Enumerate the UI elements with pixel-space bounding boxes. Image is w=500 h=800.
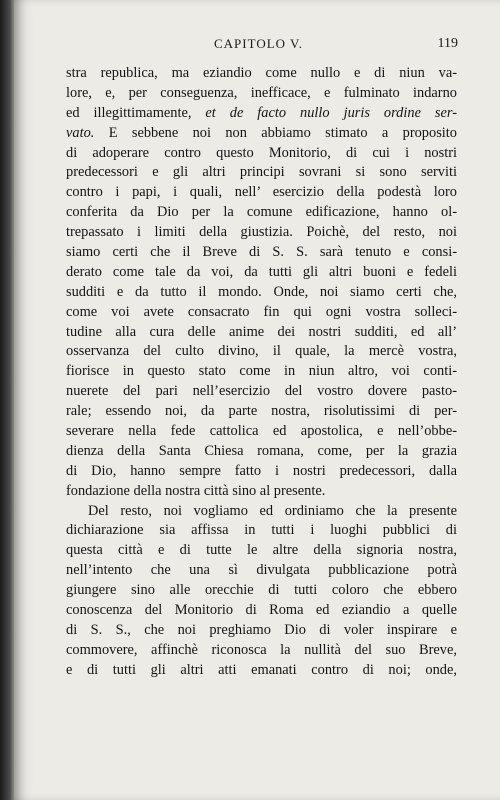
text-line: fondazione della nostra città sino al presente. [66,482,326,499]
text-line: come voi avete consacrato fin qui ogni vostra solleci- [66,303,457,320]
text-line: fiorisce in questo stato come in niun altro, voi conti- [66,363,457,380]
text-line: tudine alla cura delle anime dei nostri sudditi, ed all’ [66,323,457,340]
page-header [14,36,500,58]
text-line: questa città e di tutte le altre della signoria nostra, [66,542,457,559]
text-line: conferita da Dio per la comune edificazione, hanno ol- [66,204,457,221]
text-line: nuerete del pari nell’esercizio del vostro dovere pasto- [66,383,457,400]
text-line: stra republica, ma eziandio come nullo e di niun va- [66,65,457,81]
text-line [66,124,457,144]
text-line: derato come tale da voi, da tutti gli altri buoni e fedeli [66,263,457,280]
text-line: dienza della Santa Chiesa romana, come, per la grazia [66,442,457,459]
latin-phrase: vato. [66,124,95,141]
text-line: di S. S., che noi preghiamo Dio di voler inspirare e [66,621,457,638]
text-line: rale; essendo noi, da parte nostra, risolutissimi di per- [66,403,457,420]
book-page [14,0,500,800]
text-line [66,104,457,124]
text-line: commovere, affinchè riconosca la nullità del suo Breve, [66,641,457,658]
text-line: e di tutti gli altri atti emanati contro di noi; onde, [66,661,457,678]
text-line: Del resto, noi vogliamo ed ordiniamo che la presente [88,502,457,519]
text-line: severare nella fede cattolica ed apostolica, e nell’obbe- [66,423,457,440]
text-line: siamo certi che il Breve di S. S. sarà tenuto e consi- [66,244,457,261]
text-line: lore, e, per conseguenza, inefficace, e fulminato indarno [66,84,457,101]
text-line: nell’intento che una sì divulgata pubblicazione potrà [66,562,457,579]
text-line: giungere sino alle orecchie di tutti coloro che ebbero [66,582,457,599]
text-line: di adoperare contro questo Monitorio, di cui i nostri [66,144,457,161]
page-number: 119 [437,36,458,51]
text-segment: ed illegittimamente, [66,104,192,121]
text-segment: E sebbene noi non abbiamo stimato a proposito [108,124,457,141]
text-line: dichiarazione sia affissa in tutti i luoghi pubblici di [66,522,457,539]
text-line: osservanza del culto divino, il quale, la mercè vostra, [66,343,457,360]
page-gutter-shadow [0,0,14,800]
running-head: CAPITOLO V. [214,36,304,51]
text-line: conoscenza del Monitorio di Roma ed eziandio a quelle [66,602,457,619]
body-text [66,64,457,681]
text-line: trepassato i limiti della giustizia. Poichè, del resto, noi [66,224,457,241]
text-line: predecessori e gli altri principi sovrani si sono serviti [66,164,457,181]
text-line: sudditi e da tutto il mondo. Onde, noi siamo certi che, [66,283,457,300]
latin-phrase: et de facto nullo juris ordine ser- [205,104,457,121]
text-line: contro i papi, i quali, nell’ esercizio della podestà loro [66,184,457,201]
text-line: di Dio, hanno sempre fatto i nostri predecessori, dalla [66,462,457,479]
